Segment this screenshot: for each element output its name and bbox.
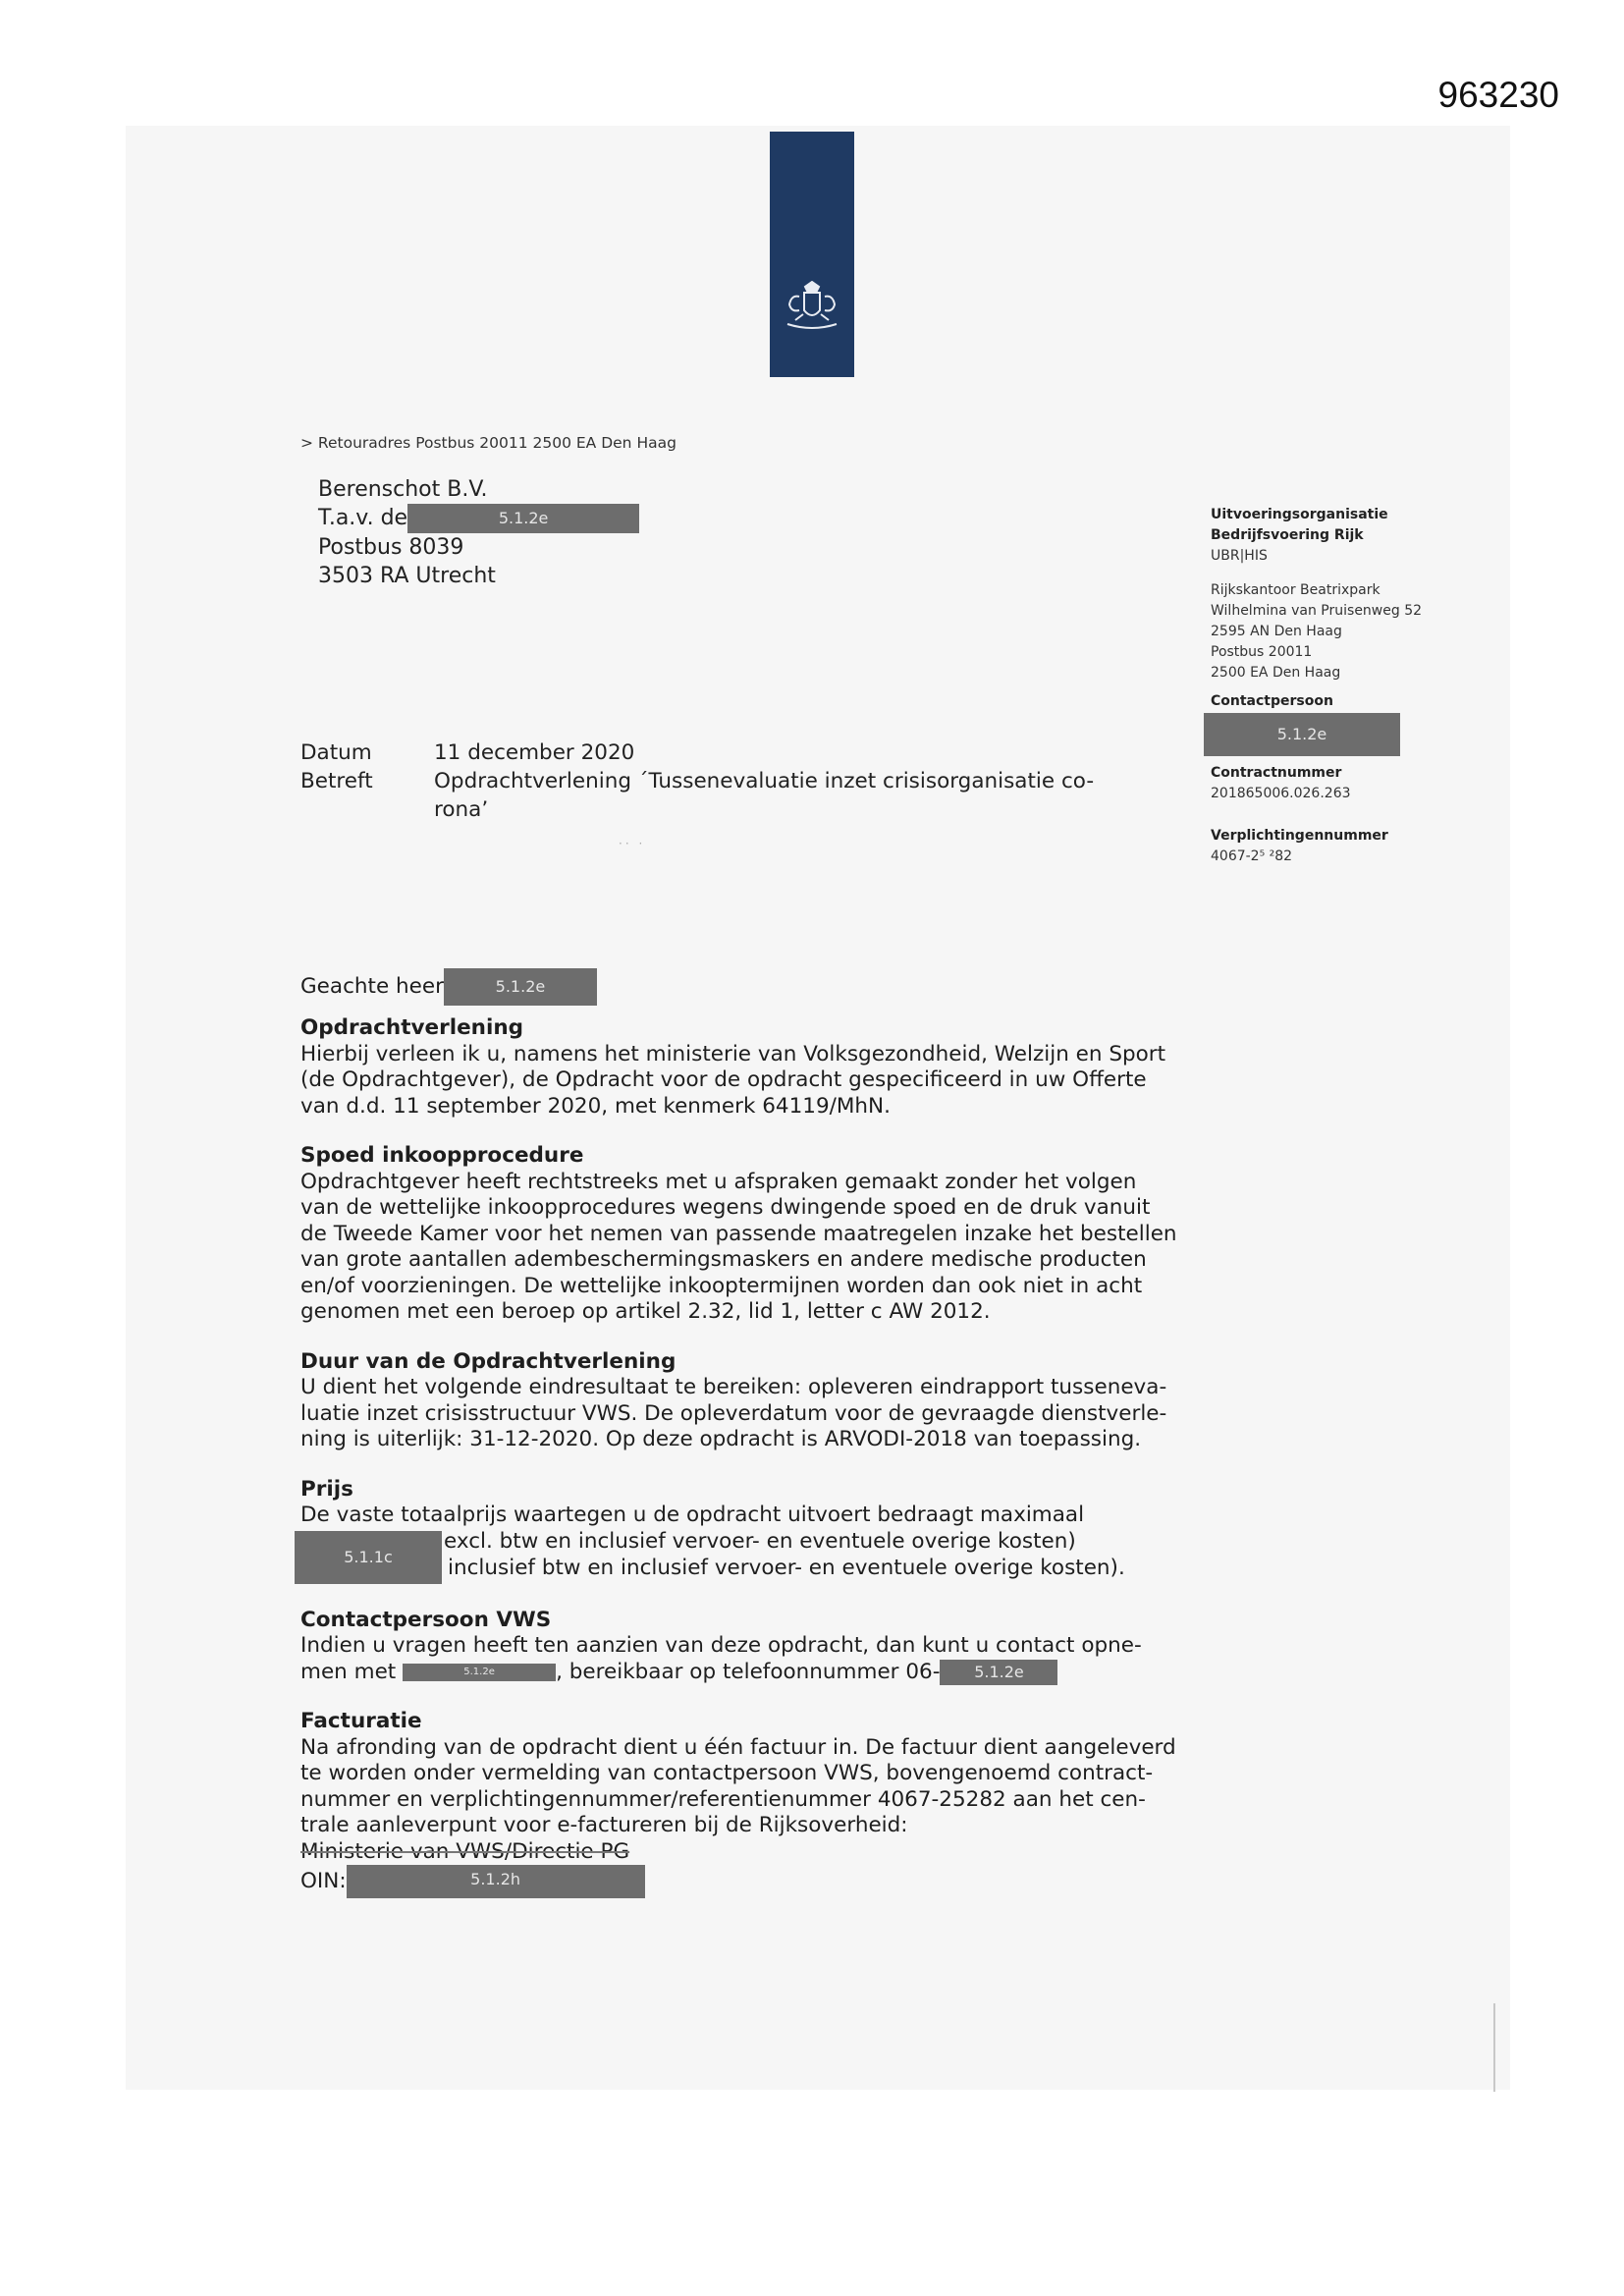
section-heading: Prijs [300, 1476, 353, 1502]
sender-address-line: Wilhelmina van Pruisenweg 52 [1211, 603, 1423, 619]
paragraph-line: inclusief btw en inclusief vervoer- en eventuele overige kosten). [448, 1555, 1125, 1580]
document-number: 963230 [1437, 75, 1559, 115]
section-heading: Spoed inkoopprocedure [300, 1143, 584, 1168]
price-block [300, 1529, 1184, 1584]
government-logo [770, 132, 854, 377]
redaction-box: 5.1.2e [444, 968, 597, 1006]
subject-line: rona’ [434, 797, 489, 822]
redaction-box: 5.1.2h [347, 1865, 645, 1898]
sender-address-line: Postbus 20011 [1211, 644, 1313, 660]
subject-value [434, 767, 1121, 824]
scan-edge-mark [1493, 2003, 1495, 2092]
paragraph-line: en/of voorzieningen. De wettelijke inkooptermijnen worden dan ook niet in acht [300, 1273, 1143, 1298]
paragraph-line: te worden onder vermelding van contactpersoon VWS, bovengenoemd contract- [300, 1761, 1154, 1785]
section-heading: Contactpersoon VWS [300, 1607, 552, 1632]
recipient-company: Berenschot B.V. [318, 477, 488, 502]
paragraph-line: Na afronding van de opdracht dient u één factuur in. De factuur dient aangeleverd [300, 1734, 1176, 1760]
org-name: Uitvoeringsorganisatie [1211, 507, 1388, 522]
recipient-attention-prefix: T.a.v. de [318, 506, 408, 530]
org-division: Bedrijfsvoering Rijk [1211, 527, 1364, 543]
paragraph-line: ning is uiterlijk: 31-12-2020. Op deze opdracht is ARVODI-2018 van toepassing. [300, 1427, 1142, 1451]
paragraph-line: excl. btw en inclusief vervoer- en eventuele overige kosten) [444, 1528, 1076, 1554]
paragraph-line: trale aanleverpunt voor e-factureren bij de Rijksoverheid: [300, 1813, 908, 1837]
paragraph-line: De vaste totaalprijs waartegen u de opdracht uitvoert bedraagt maximaal [300, 1503, 1085, 1527]
contract-label: Contractnummer [1211, 765, 1342, 781]
salutation [300, 968, 1184, 1006]
redaction-box: 5.1.2e [940, 1660, 1057, 1685]
date-label: Datum [300, 740, 372, 765]
sender-address-line: Rijkskantoor Beatrixpark [1211, 582, 1380, 598]
recipient-postbus: Postbus 8039 [318, 535, 464, 560]
redaction-box: 5.1.1c [295, 1531, 442, 1584]
paragraph-line: U dient het volgende eindresultaat te bereiken: opleveren eindrapport tusseneva- [300, 1375, 1167, 1399]
contract-value: 201865006.026.263 [1211, 786, 1351, 801]
section-heading: Facturatie [300, 1709, 422, 1733]
sender-sidebar [1211, 505, 1495, 867]
scan-speck: ·· · [619, 837, 646, 850]
sender-address-line: 2595 AN Den Haag [1211, 624, 1342, 639]
paragraph-line: Opdrachtgever heeft rechtstreeks met u afspraken gemaakt zonder het volgen [300, 1169, 1137, 1194]
paragraph-line: Indien u vragen heeft ten aanzien van deze opdracht, dan kunt u contact opne- [300, 1633, 1142, 1658]
coat-of-arms-icon [778, 281, 846, 334]
letter-body [300, 968, 1184, 1898]
redaction-box: 5.1.2e [407, 504, 639, 533]
org-unit: UBR|HIS [1211, 548, 1268, 564]
paragraph-line: van de wettelijke inkoopprocedures wegens dwingende spoed en de druk vanuit [300, 1195, 1151, 1220]
paragraph-line: (de Opdrachtgever), de Opdracht voor de opdracht gespecificeerd in uw Offerte [300, 1067, 1147, 1092]
paragraph-line: de Tweede Kamer voor het nemen van passende maatregelen inzake het bestellen [300, 1221, 1177, 1246]
paragraph-line: nummer en verplichtingennummer/referentienummer 4067-25282 aan het cen- [300, 1786, 1146, 1812]
recipient-attention [318, 504, 639, 533]
contact-prefix: men met [300, 1659, 397, 1684]
date-value: 11 december 2020 [434, 740, 635, 765]
recipient-city: 3503 RA Utrecht [318, 564, 496, 588]
section-heading: Duur van de Opdrachtverlening [300, 1348, 677, 1374]
contact-label: Contactpersoon [1211, 693, 1333, 709]
paragraph-line: van grote aantallen adembeschermingsmaskers en andere medische producten [300, 1247, 1147, 1272]
redaction-box: 5.1.2e [1204, 713, 1400, 756]
paragraph-line: van d.d. 11 september 2020, met kenmerk 64119/MhN. [300, 1093, 891, 1119]
section-heading: Opdrachtverlening [300, 1015, 524, 1040]
return-address: > Retouradres Postbus 20011 2500 EA Den Haag [300, 434, 677, 452]
sender-address-line: 2500 EA Den Haag [1211, 665, 1341, 681]
paragraph-line: luatie inzet crisisstructuur VWS. De opleverdatum voor de gevraagde dienstverle- [300, 1400, 1167, 1426]
redaction-box: 5.1.2e [403, 1664, 556, 1681]
paragraph-line [300, 1865, 1184, 1898]
verplichting-label: Verplichtingennummer [1211, 828, 1388, 844]
subject-label: Betreft [300, 769, 373, 793]
paragraph-line [300, 1660, 1184, 1686]
paragraph-line: genomen met een beroep op artikel 2.32, lid 1, letter c AW 2012. [300, 1299, 991, 1324]
paragraph-line: Hierbij verleen ik u, namens het ministerie van Volksgezondheid, Welzijn en Sport [300, 1041, 1166, 1066]
verplichting-value: 4067-2⁵ ²82 [1211, 848, 1293, 864]
oin-prefix: OIN: [300, 1869, 347, 1893]
paragraph-line: Ministerie van VWS/Directie PG [300, 1838, 630, 1864]
phone-text: , bereikbaar op telefoonnummer 06- [556, 1659, 941, 1684]
letter-meta [300, 738, 1121, 824]
subject-line: Opdrachtverlening ´Tussenevaluatie inzet crisisorganisatie co- [434, 769, 1095, 793]
recipient-address [318, 475, 639, 590]
salutation-prefix: Geachte heer [300, 974, 444, 999]
